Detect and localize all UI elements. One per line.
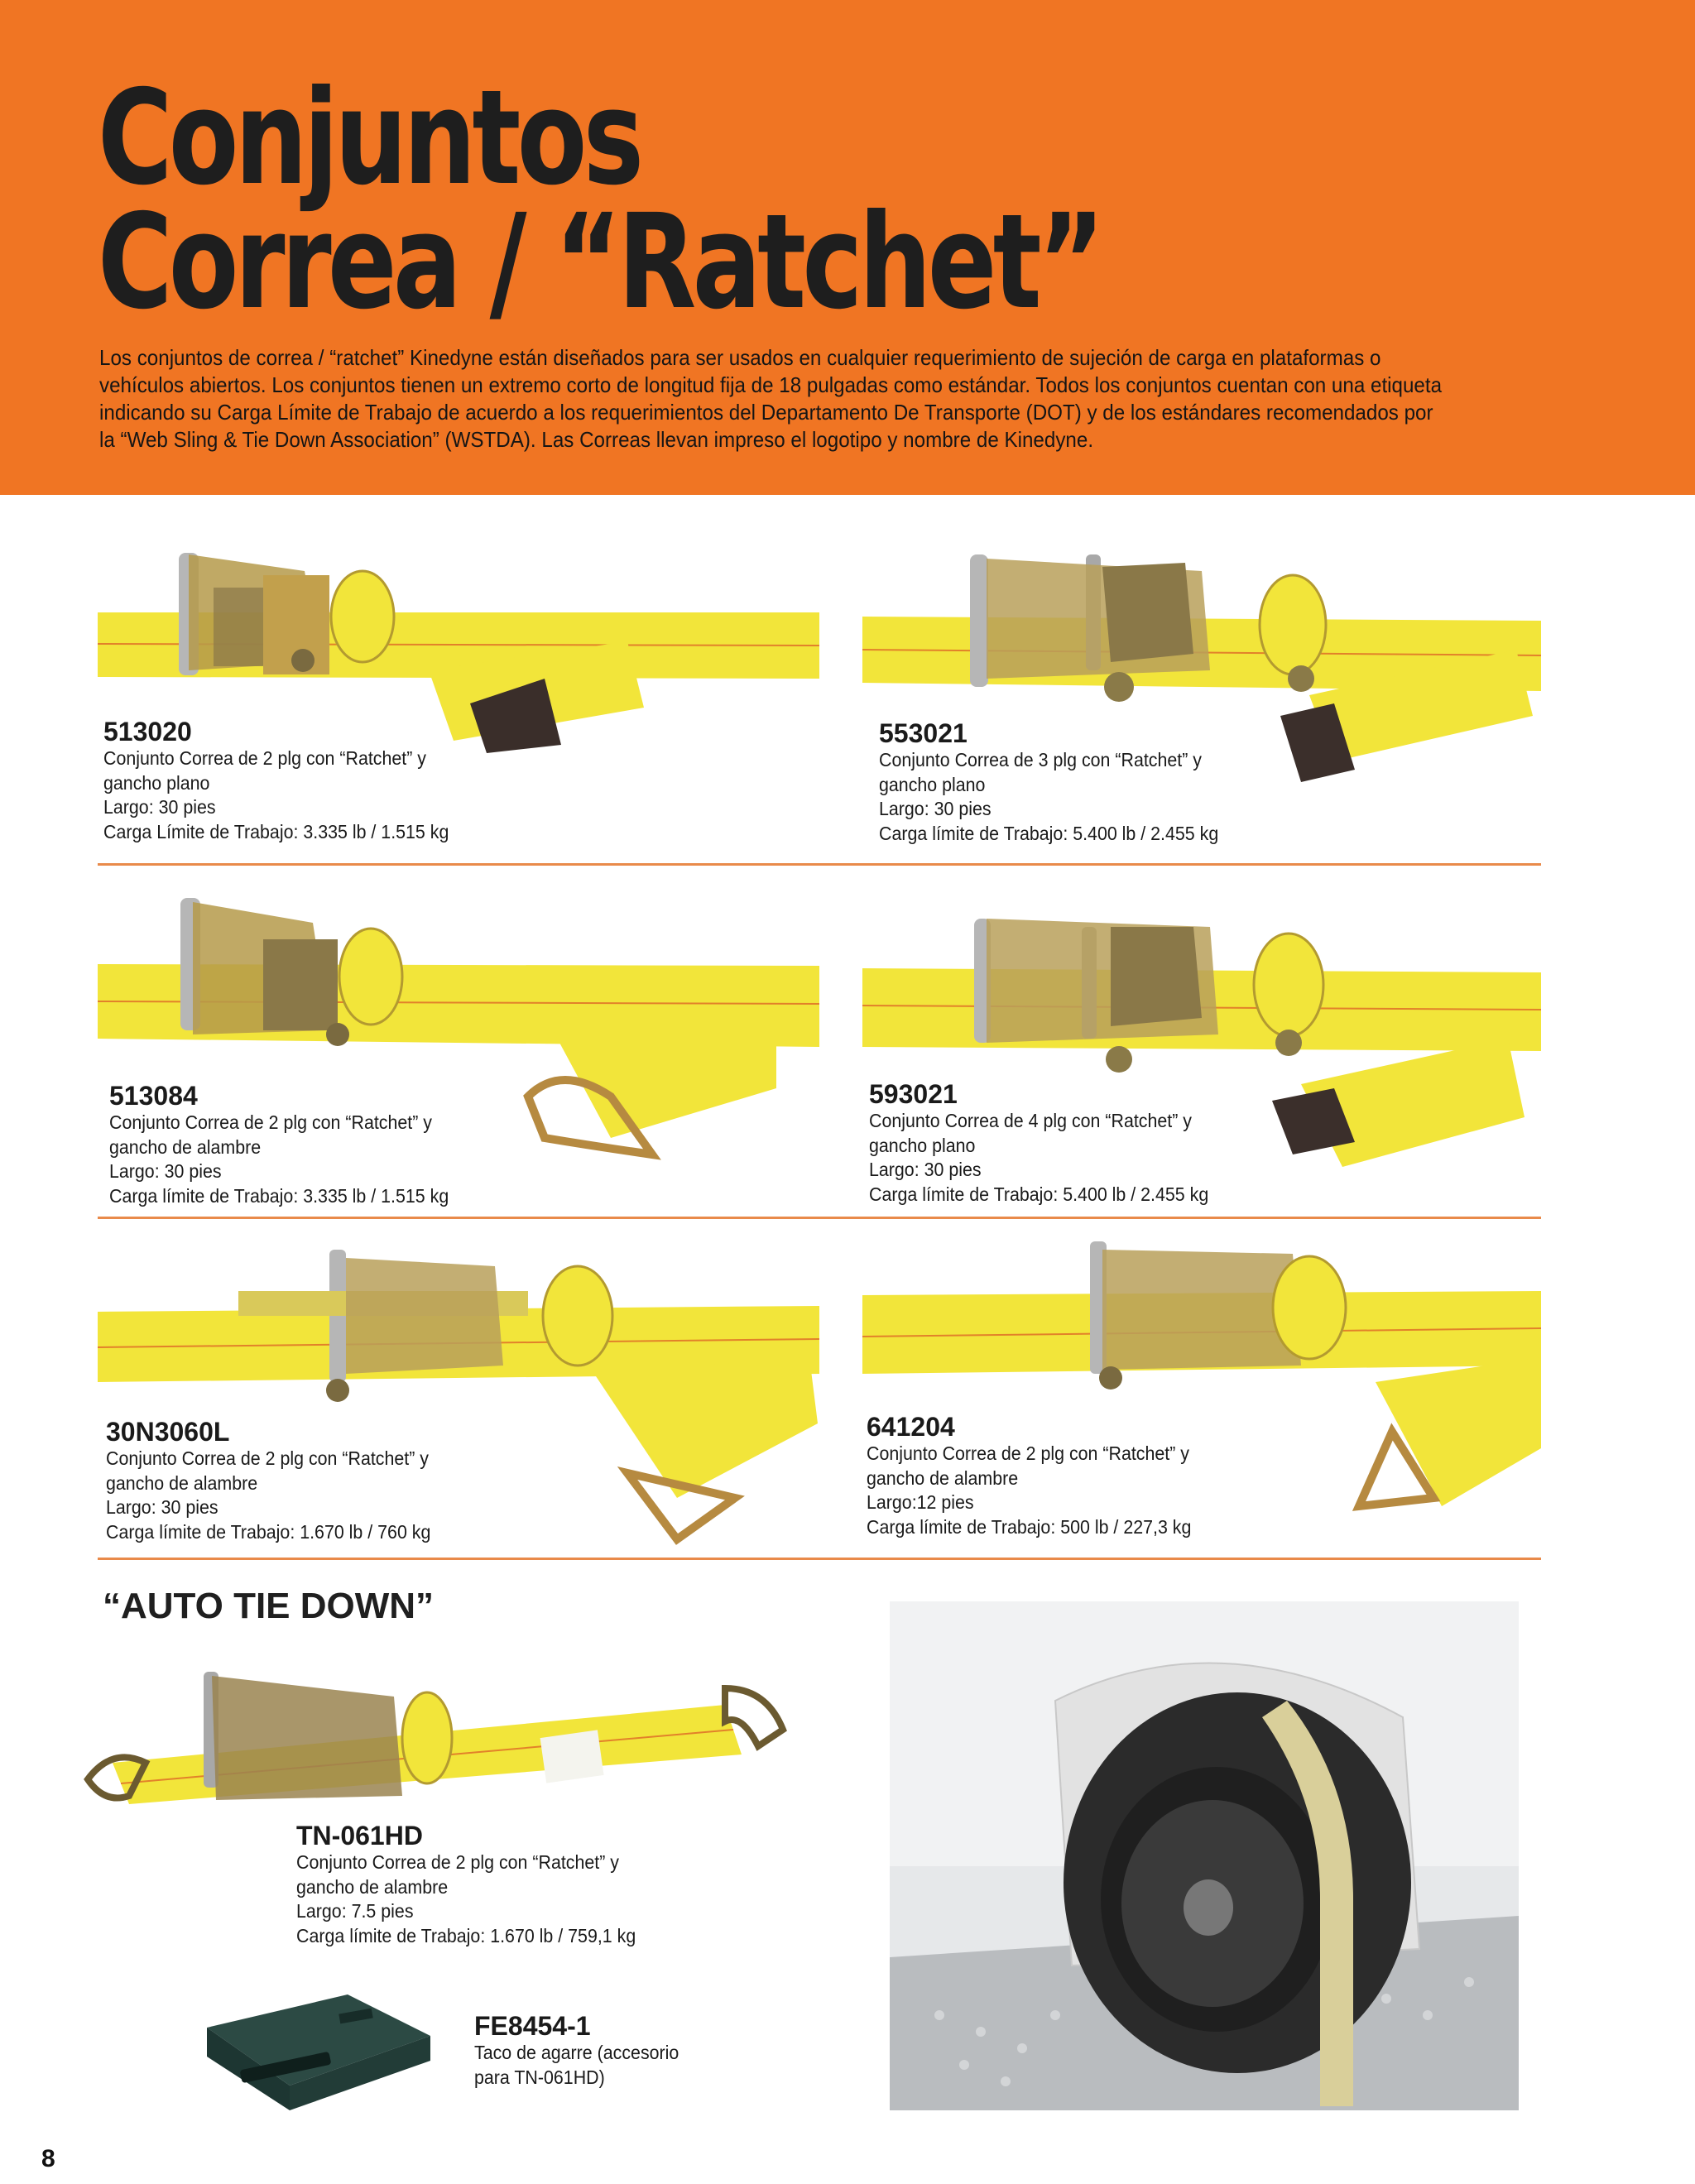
divider-row-2 — [98, 1217, 1541, 1219]
product-load-limit: Carga límite de Trabajo: 1.670 lb / 760 kg — [106, 1520, 431, 1543]
product-TN-061HD — [296, 1821, 661, 1948]
product-description: Conjunto Correa de 3 plg con “Ratchet” y — [879, 749, 1202, 770]
product-load-limit: Carga límite de Trabajo: 5.400 lb / 2.455 kg — [879, 822, 1219, 844]
product-description: Conjunto Correa de 4 plg con “Ratchet” y — [869, 1110, 1192, 1131]
product-FE8454-1 — [474, 2011, 694, 2090]
divider-row-1 — [98, 863, 1541, 866]
product-description: gancho de alambre — [106, 1471, 258, 1494]
product-553021 — [879, 718, 1244, 846]
title-line-1: Conjuntos — [98, 62, 641, 214]
product-description: Taco de agarre (accesorio — [474, 2042, 679, 2063]
product-length: Largo: 30 pies — [109, 1160, 222, 1182]
product-description: gancho de alambre — [867, 1466, 1019, 1489]
product-513020 — [103, 717, 475, 844]
product-load-limit: Carga límite de Trabajo: 3.335 lb / 1.515 kg — [109, 1184, 449, 1207]
product-641204 — [867, 1412, 1216, 1539]
product-code: TN-061HD — [296, 1821, 423, 1850]
product-image-TN-061HD — [79, 1655, 791, 1829]
title-line-2: Correa / “Ratchet” — [98, 186, 1102, 338]
product-code: 513084 — [109, 1081, 198, 1111]
product-description: gancho plano — [879, 773, 986, 795]
product-load-limit: Carga límite de Trabajo: 1.670 lb / 759,1 kg — [296, 1924, 636, 1946]
section-title-auto-tie-down: “AUTO TIE DOWN” — [103, 1586, 435, 1626]
car-wheel-tie-down-photo — [890, 1601, 1519, 2110]
product-description: para TN-061HD) — [474, 2066, 605, 2088]
product-code: 593021 — [869, 1079, 958, 1109]
product-code: 30N3060L — [106, 1417, 230, 1447]
grip-block-icon — [190, 1978, 439, 2119]
page-number: 8 — [41, 2145, 55, 2172]
product-description: Conjunto Correa de 2 plg con “Ratchet” y — [103, 747, 426, 769]
product-code: 641204 — [867, 1412, 955, 1442]
product-code: FE8454-1 — [474, 2011, 591, 2041]
intro-paragraph: Los conjuntos de correa / “ratchet” Kinedyne están diseñados para ser usados en cualquier requerimiento de sujeción de carga en plataformas o vehículos abiertos. Los conjuntos tienen un extremo corto de longitud fija de 18 pulgadas como estándar. Todos los conjuntos cuentan con una etiqueta indicando su Carga Límite de Trabajo de acuerdo a los requerimientos del Departamento De Transporte (DOT) y de los estándares recomendados por la “Web Sling & Tie Down Association” (WSTDA). Las Correas llevan impreso el logotipo y nombre de Kinedyne. — [99, 345, 1443, 452]
product-description: Conjunto Correa de 2 plg con “Ratchet” y — [109, 1111, 432, 1133]
product-description: Conjunto Correa de 2 plg con “Ratchet” y — [106, 1447, 429, 1469]
header-banner — [0, 0, 1695, 495]
product-image-FE8454-1 — [190, 1978, 439, 2119]
product-description: gancho plano — [869, 1134, 976, 1156]
product-length: Largo: 30 pies — [106, 1496, 218, 1518]
car-wheel-tie-down-photo-icon — [890, 1601, 1519, 2110]
product-description: Conjunto Correa de 2 plg con “Ratchet” y — [296, 1851, 619, 1873]
product-length: Largo: 30 pies — [869, 1159, 982, 1180]
product-description: gancho de alambre — [109, 1135, 262, 1158]
page-title — [98, 62, 1102, 338]
product-description: gancho de alambre — [296, 1875, 449, 1898]
product-code: 553021 — [879, 718, 968, 748]
product-593021 — [869, 1079, 1234, 1207]
product-code: 513020 — [103, 717, 192, 746]
product-513084 — [109, 1081, 474, 1208]
product-30N3060L — [106, 1417, 455, 1544]
product-length: Largo: 7.5 pies — [296, 1900, 414, 1922]
product-load-limit: Carga límite de Trabajo: 500 lb / 227,3 kg — [867, 1515, 1192, 1538]
auto-tie-down-strap-icon — [79, 1655, 791, 1829]
product-length: Largo: 30 pies — [103, 796, 216, 818]
product-description: gancho plano — [103, 771, 210, 794]
product-load-limit: Carga Límite de Trabajo: 3.335 lb / 1.515 kg — [103, 820, 449, 842]
product-length: Largo:12 pies — [867, 1491, 974, 1513]
product-length: Largo: 30 pies — [879, 798, 992, 819]
product-load-limit: Carga límite de Trabajo: 5.400 lb / 2.455 kg — [869, 1183, 1209, 1205]
divider-row-3 — [98, 1558, 1541, 1560]
product-description: Conjunto Correa de 2 plg con “Ratchet” y — [867, 1442, 1189, 1464]
